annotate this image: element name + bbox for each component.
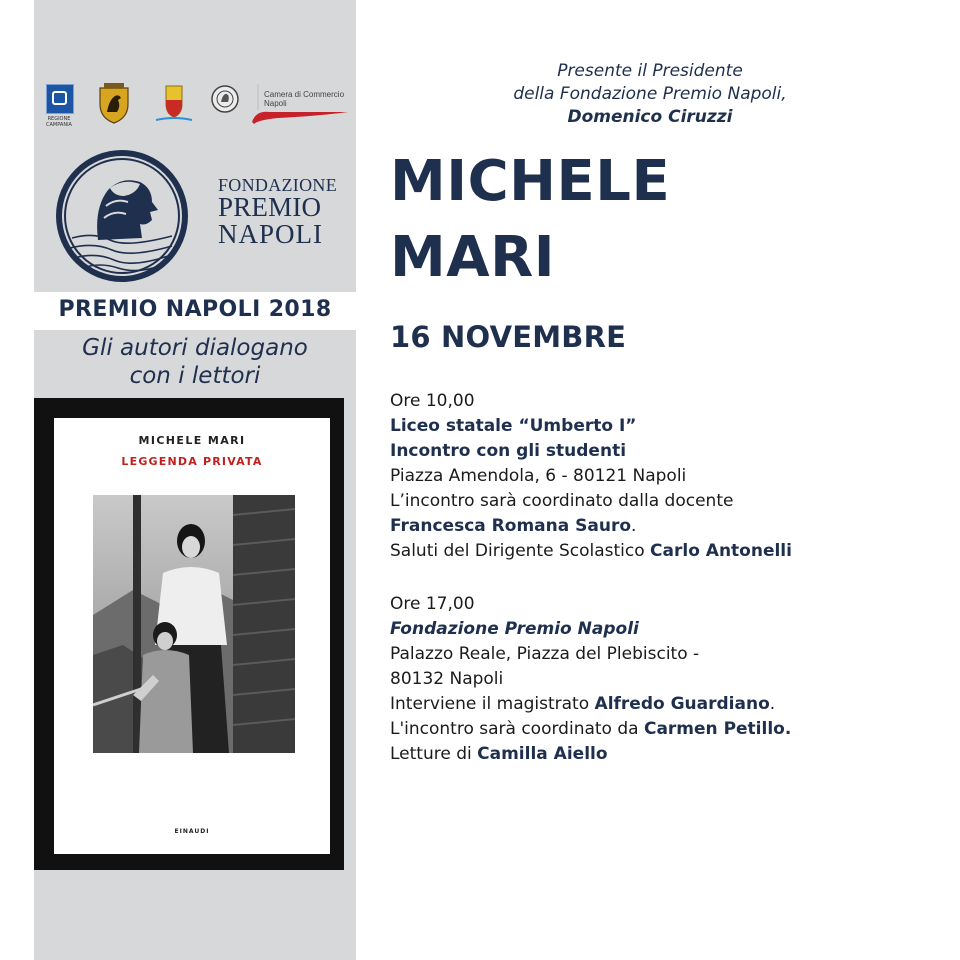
book-publisher: EINAUDI (174, 828, 210, 835)
camera-line1: Camera di Commercio (264, 90, 345, 99)
premio-napoli-coin-icon (54, 148, 190, 284)
event1-coord-line (390, 514, 950, 539)
cover-photo-image (93, 495, 295, 753)
camera-commercio-logo (248, 80, 350, 126)
event2-coord-text: L'incontro sarà coordinato da (390, 719, 644, 739)
event1-time: Ore 10,00 (390, 391, 475, 411)
fondazione-wordmark (218, 176, 348, 248)
event1-address: Piazza Amendola, 6 - 80121 Napoli (390, 466, 687, 486)
university-seal-icon (210, 84, 240, 114)
event2-coord-line (390, 717, 950, 742)
horse-shield-icon (96, 82, 132, 124)
event2-time: Ore 17,00 (390, 594, 475, 614)
event-morning (390, 389, 950, 564)
book-frame (34, 398, 344, 870)
event1-saluti-text: Saluti del Dirigente Scolastico (390, 541, 651, 561)
presente-line2: della Fondazione Premio Napoli, (513, 84, 787, 104)
event2-interviene-text: Interviene il magistrato (390, 694, 595, 714)
premio-band (34, 292, 356, 330)
regione-campania-logo (42, 84, 76, 128)
event2-interviene-name: Alfredo Guardiano (594, 694, 770, 714)
author-name (390, 144, 930, 296)
book-author: MICHELE MARI (138, 434, 246, 447)
event2-venue: Fondazione Premio Napoli (390, 619, 639, 639)
event2-address2: 80132 Napoli (390, 669, 504, 689)
presente-line1: Presente il Presidente (557, 61, 743, 81)
event2-letture-line (390, 742, 950, 767)
fondazione-line1: FONDAZIONE (218, 175, 337, 195)
fondazione-line3: NAPOLI (218, 219, 323, 249)
event-afternoon (390, 592, 950, 767)
subtitle-line2: con i lettori (129, 363, 261, 389)
event1-saluti-line (390, 539, 950, 564)
event2-interviene-line (390, 692, 950, 717)
event1-coord-end: . (631, 516, 637, 536)
sponsor-logos (34, 78, 356, 128)
author-last-name: MARI (390, 225, 556, 290)
premio-title: PREMIO NAPOLI 2018 (58, 297, 332, 322)
event2-coord-name: Carmen Petillo. (643, 719, 792, 739)
book-title: LEGGENDA PRIVATA (121, 455, 263, 468)
comune-napoli-icon (152, 82, 196, 124)
author-first-name: MICHELE (390, 149, 671, 214)
event2-interviene-end: . (769, 694, 776, 714)
campania-emblem-icon (46, 84, 74, 114)
event-date: 16 NOVEMBRE (390, 320, 627, 354)
event1-coord-text: L’incontro sarà coordinato dalla docente (390, 491, 734, 511)
event1-activity: Incontro con gli studenti (390, 441, 627, 461)
president-name: Domenico Ciruzzi (567, 107, 733, 127)
presente-block (410, 60, 890, 129)
event1-venue: Liceo statale “Umberto I” (390, 416, 637, 436)
fondazione-line2: PREMIO (218, 192, 322, 222)
event2-letture-text: Letture di (390, 744, 478, 764)
left-panel (34, 0, 356, 960)
event2-letture-name: Camilla Aiello (477, 744, 608, 764)
subtitle-line1: Gli autori dialogano (82, 335, 308, 361)
event1-coord-name: Francesca Romana Sauro (390, 516, 632, 536)
regione-campania-caption: REGIONE CAMPANIA (46, 116, 72, 128)
book-cover (54, 418, 330, 854)
event1-saluti-name: Carlo Antonelli (650, 541, 792, 561)
event2-address1: Palazzo Reale, Piazza del Plebiscito - (390, 644, 700, 664)
subtitle (34, 334, 356, 390)
camera-line2: Napoli (264, 99, 287, 108)
